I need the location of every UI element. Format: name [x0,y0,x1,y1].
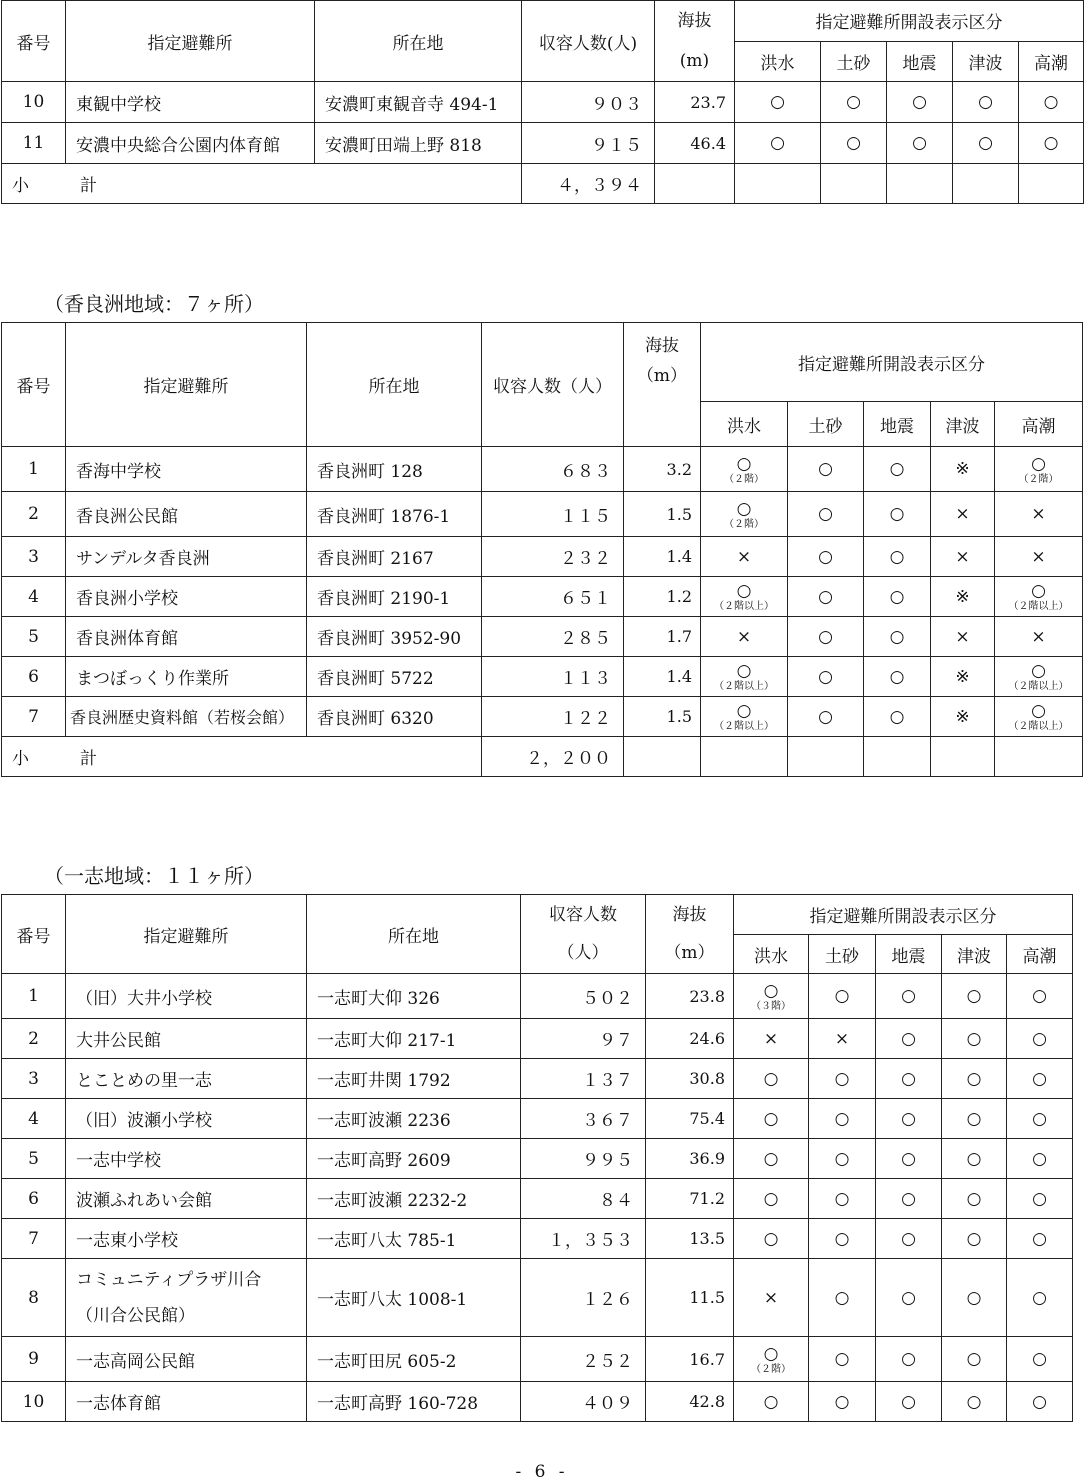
cell-tsunami: × [931,617,995,657]
cell-flood: × [701,537,788,577]
cell-landslide: ○ [809,1179,876,1219]
table-row [2,492,1083,537]
cell-no: 2 [2,1019,66,1059]
cell-cap: ５０２ [521,974,646,1019]
header-cap: 収容人数(人) [522,1,655,82]
cell-name: 一志体育館 [66,1382,307,1422]
cell-earthquake: ○ [876,1219,942,1259]
cell-flood: ○ [734,1059,809,1099]
cell-landslide: ○ [821,123,887,164]
table-row [2,1337,1073,1382]
cell-earthquake: ○ [887,82,953,123]
cell-tsunami: ○ [942,1139,1007,1179]
cell-storm-surge: ○ [1007,1259,1073,1337]
cell-elev: 3.2 [624,447,701,492]
cell-elev: 36.9 [646,1139,734,1179]
cell-addr: 香良洲町 5722 [307,657,482,697]
cell-landslide: ○ [788,492,864,537]
header-landslide: 土砂 [788,402,864,447]
cell-earthquake: ○ [887,123,953,164]
cell-elev: 11.5 [646,1259,734,1337]
cell-storm-surge: ○ [1007,1382,1073,1422]
header-flood: 洪水 [735,41,821,82]
table-row [2,1179,1073,1219]
header-name: 指定避難所 [66,323,307,447]
cell-elev: 23.8 [646,974,734,1019]
table-row [2,1219,1073,1259]
header-tsunami: 津波 [942,935,1007,974]
cell-addr: 一志町高野 2609 [307,1139,521,1179]
table-row [2,577,1083,617]
header-category: 指定避難所開設表示区分 [734,895,1073,935]
header-category: 指定避難所開設表示区分 [735,1,1084,42]
cell-earthquake: ○ [864,657,931,697]
cell-cap: １２６ [521,1259,646,1337]
cell-addr: 一志町八太 785-1 [307,1219,521,1259]
table-row [2,1382,1073,1422]
subtotal-value: ２，２００ [482,737,624,777]
cell-tsunami: ○ [942,1259,1007,1337]
cell-elev: 75.4 [646,1099,734,1139]
cell-storm-surge: ○ （２階以上） [995,657,1083,697]
header-landslide: 土砂 [821,41,887,82]
header-category: 指定避難所開設表示区分 [701,323,1083,402]
table-row [2,82,1084,123]
cell-storm-surge: ○ [1007,1337,1073,1382]
cell-name: まつぼっくり作業所 [66,657,307,697]
cell-elev: 1.4 [624,657,701,697]
header-tsunami: 津波 [953,41,1019,82]
cell-no: 3 [2,1059,66,1099]
table-row [2,1139,1073,1179]
cell-no: 5 [2,617,66,657]
cell-elev: 1.5 [624,697,701,737]
cell-cap: ９７ [521,1019,646,1059]
cell-addr: 一志町井関 1792 [307,1059,521,1099]
cell-flood: ○ [734,1179,809,1219]
table-row [2,447,1083,492]
cell-addr: 香良洲町 1876-1 [307,492,482,537]
table-row [2,123,1084,164]
table-row [2,1099,1073,1139]
cell-earthquake: ○ [876,1382,942,1422]
cell-name: （旧）大井小学校 [66,974,307,1019]
cell-tsunami: ※ [931,447,995,492]
cell-elev: 24.6 [646,1019,734,1059]
subtotal-row [2,164,1084,204]
cell-addr: 香良洲町 2167 [307,537,482,577]
cell-storm-surge: ○ （２階） [995,447,1083,492]
cell-landslide: ○ [809,1059,876,1099]
cell-earthquake: ○ [876,1337,942,1382]
cell-tsunami: ※ [931,577,995,617]
cell-addr: 一志町大仰 217-1 [307,1019,521,1059]
cell-tsunami: ○ [942,1337,1007,1382]
cell-storm-surge: ○ [1007,1139,1073,1179]
cell-name: コミュニティプラザ川合 （川合公民館） [66,1259,307,1337]
cell-earthquake: ○ [876,1059,942,1099]
cell-storm-surge: ○ [1007,1179,1073,1219]
cell-storm-surge: ○ [1007,1219,1073,1259]
table-row [2,974,1073,1019]
cell-landslide: × [809,1019,876,1059]
header-addr: 所在地 [307,895,521,974]
cell-addr: 安濃町東観音寺 494-1 [315,82,522,123]
cell-addr: 一志町波瀬 2236 [307,1099,521,1139]
cell-storm-surge: ○ [1007,1099,1073,1139]
subtotal-label: 小 計 [2,737,482,777]
cell-cap: ８４ [521,1179,646,1219]
header-no: 番号 [2,895,66,974]
cell-no: 8 [2,1259,66,1337]
table-row [2,697,1083,737]
cell-elev: 42.8 [646,1382,734,1422]
header-earthquake: 地震 [864,402,931,447]
cell-addr: 一志町高野 160-728 [307,1382,521,1422]
header-flood: 洪水 [701,402,788,447]
cell-elev: 13.5 [646,1219,734,1259]
header-flood: 洪水 [734,935,809,974]
cell-landslide: ○ [821,82,887,123]
cell-addr: 香良洲町 6320 [307,697,482,737]
cell-landslide: ○ [809,1139,876,1179]
cell-no: 1 [2,974,66,1019]
cell-cap: ６８３ [482,447,624,492]
cell-landslide: ○ [788,617,864,657]
cell-tsunami: ○ [942,1179,1007,1219]
header-elev: 海抜 (m) [655,1,735,82]
table-row [2,1059,1073,1099]
header-landslide: 土砂 [809,935,876,974]
cell-elev: 1.7 [624,617,701,657]
cell-landslide: ○ [809,1259,876,1337]
cell-landslide: ○ [809,1382,876,1422]
cell-landslide: ○ [788,447,864,492]
header-addr: 所在地 [315,1,522,82]
cell-name: 香良洲歴史資料館（若桜会館） [66,697,307,737]
cell-addr: 一志町八太 1008-1 [307,1259,521,1337]
cell-earthquake: ○ [876,1139,942,1179]
cell-flood: ○ （３階） [734,974,809,1019]
cell-earthquake: ○ [864,492,931,537]
cell-flood: ○ （２階） [701,447,788,492]
cell-flood: ○ [734,1139,809,1179]
cell-cap: ４０９ [521,1382,646,1422]
cell-storm-surge: ○ [1019,82,1084,123]
cell-no: 6 [2,657,66,697]
cell-tsunami: ○ [942,1382,1007,1422]
header-storm-surge: 高潮 [1007,935,1073,974]
cell-name: 香海中学校 [66,447,307,492]
header-storm-surge: 高潮 [1019,41,1084,82]
cell-name: 香良洲小学校 [66,577,307,617]
header-storm-surge: 高潮 [995,402,1083,447]
cell-flood: × [701,617,788,657]
cell-elev: 1.4 [624,537,701,577]
table-row [2,537,1083,577]
table-row [2,1019,1073,1059]
cell-landslide: ○ [809,1099,876,1139]
cell-flood: ○ （２階） [734,1337,809,1382]
cell-tsunami: × [931,537,995,577]
header-elev: 海抜 （m） [646,895,734,974]
cell-no: 5 [2,1139,66,1179]
cell-storm-surge: ○ [1007,1019,1073,1059]
cell-earthquake: ○ [876,1019,942,1059]
cell-tsunami: × [931,492,995,537]
header-elev: 海抜 （m） [624,323,701,447]
cell-earthquake: ○ [864,617,931,657]
header-no: 番号 [2,323,66,447]
cell-flood: ○ [734,1382,809,1422]
cell-landslide: ○ [788,697,864,737]
table-row [2,657,1083,697]
header-name: 指定避難所 [66,1,315,82]
cell-earthquake: ○ [864,697,931,737]
cell-addr: 香良洲町 3952-90 [307,617,482,657]
cell-name: サンデルタ香良洲 [66,537,307,577]
cell-addr: 一志町波瀬 2232-2 [307,1179,521,1219]
cell-name: 香良洲公民館 [66,492,307,537]
table-row [2,617,1083,657]
cell-storm-surge: × [995,537,1083,577]
shelter-table-anno [1,0,1084,204]
cell-name: 香良洲体育館 [66,617,307,657]
cell-cap: ２３２ [482,537,624,577]
cell-cap: １１５ [482,492,624,537]
cell-name: 一志高岡公民館 [66,1337,307,1382]
cell-flood: × [734,1019,809,1059]
cell-flood: ○ [734,1219,809,1259]
cell-tsunami: ○ [942,1059,1007,1099]
cell-earthquake: ○ [864,447,931,492]
cell-earthquake: ○ [876,1099,942,1139]
subtotal-row [2,737,1083,777]
header-cap: 収容人数 （人） [521,895,646,974]
cell-no: 10 [2,1382,66,1422]
cell-flood: ○ （２階以上） [701,577,788,617]
cell-flood: ○ （２階） [701,492,788,537]
cell-landslide: ○ [788,577,864,617]
page-number: - 6 - [515,1462,569,1482]
cell-cap: ９１５ [522,123,655,164]
cell-addr: 香良洲町 128 [307,447,482,492]
cell-cap: ６５１ [482,577,624,617]
cell-earthquake: ○ [864,537,931,577]
cell-elev: 30.8 [646,1059,734,1099]
cell-flood: ○ （２階以上） [701,657,788,697]
cell-cap: １，３５３ [521,1219,646,1259]
cell-landslide: ○ [809,1219,876,1259]
cell-tsunami: ○ [942,1219,1007,1259]
shelter-table-ichishi [1,894,1073,1422]
cell-landslide: ○ [809,974,876,1019]
cell-flood: × [734,1259,809,1337]
cell-landslide: ○ [809,1337,876,1382]
header-no: 番号 [2,1,66,82]
cell-no: 7 [2,1219,66,1259]
cell-addr: 香良洲町 2190-1 [307,577,482,617]
cell-tsunami: ※ [931,657,995,697]
cell-flood: ○ [734,1099,809,1139]
cell-earthquake: ○ [876,1259,942,1337]
header-addr: 所在地 [307,323,482,447]
cell-cap: ９９５ [521,1139,646,1179]
cell-no: 7 [2,697,66,737]
cell-addr: 一志町大仰 326 [307,974,521,1019]
cell-earthquake: ○ [864,577,931,617]
cell-flood: ○ （２階以上） [701,697,788,737]
cell-no: 2 [2,492,66,537]
cell-tsunami: ○ [942,974,1007,1019]
cell-earthquake: ○ [876,974,942,1019]
cell-landslide: ○ [788,537,864,577]
cell-name: 安濃中央総合公園内体育館 [66,123,315,164]
cell-tsunami: ○ [942,1019,1007,1059]
cell-no: 4 [2,1099,66,1139]
cell-storm-surge: ○ （２階以上） [995,697,1083,737]
section-heading-ichishi: （一志地域：１１ヶ所） [44,864,264,888]
cell-storm-surge: ○ （２階以上） [995,577,1083,617]
cell-tsunami: ○ [953,123,1019,164]
cell-no: 9 [2,1337,66,1382]
cell-elev: 1.5 [624,492,701,537]
cell-name: とことめの里一志 [66,1059,307,1099]
cell-cap: ３６７ [521,1099,646,1139]
cell-name: （旧）波瀬小学校 [66,1099,307,1139]
cell-flood: ○ [735,123,821,164]
cell-no: 1 [2,447,66,492]
cell-cap: ２５２ [521,1337,646,1382]
cell-name: 東観中学校 [66,82,315,123]
cell-cap: ９０３ [522,82,655,123]
cell-tsunami: ○ [942,1099,1007,1139]
cell-landslide: ○ [788,657,864,697]
section-heading-karasu: （香良洲地域：７ヶ所） [44,292,264,316]
cell-no: 4 [2,577,66,617]
shelter-table-karasu [1,322,1083,777]
cell-elev: 23.7 [655,82,735,123]
cell-earthquake: ○ [876,1179,942,1219]
cell-tsunami: ○ [953,82,1019,123]
cell-addr: 安濃町田端上野 818 [315,123,522,164]
cell-elev: 46.4 [655,123,735,164]
cell-elev: 71.2 [646,1179,734,1219]
cell-storm-surge: × [995,492,1083,537]
cell-no: 6 [2,1179,66,1219]
subtotal-label: 小 計 [2,164,522,204]
subtotal-value: ４，３９４ [522,164,655,204]
cell-cap: １１３ [482,657,624,697]
header-tsunami: 津波 [931,402,995,447]
cell-storm-surge: ○ [1007,974,1073,1019]
cell-flood: ○ [735,82,821,123]
cell-storm-surge: ○ [1019,123,1084,164]
cell-cap: ２８５ [482,617,624,657]
table-row [2,1259,1073,1337]
cell-elev: 1.2 [624,577,701,617]
cell-name: 一志東小学校 [66,1219,307,1259]
cell-tsunami: ※ [931,697,995,737]
cell-no: 10 [2,82,66,123]
cell-name: 波瀬ふれあい会館 [66,1179,307,1219]
header-earthquake: 地震 [887,41,953,82]
cell-name: 一志中学校 [66,1139,307,1179]
cell-cap: １２２ [482,697,624,737]
cell-no: 11 [2,123,66,164]
cell-cap: １３７ [521,1059,646,1099]
cell-addr: 一志町田尻 605-2 [307,1337,521,1382]
header-name: 指定避難所 [66,895,307,974]
header-earthquake: 地震 [876,935,942,974]
cell-no: 3 [2,537,66,577]
cell-name: 大井公民館 [66,1019,307,1059]
header-cap: 収容人数（人） [482,323,624,447]
cell-storm-surge: ○ [1007,1059,1073,1099]
cell-storm-surge: × [995,617,1083,657]
cell-elev: 16.7 [646,1337,734,1382]
